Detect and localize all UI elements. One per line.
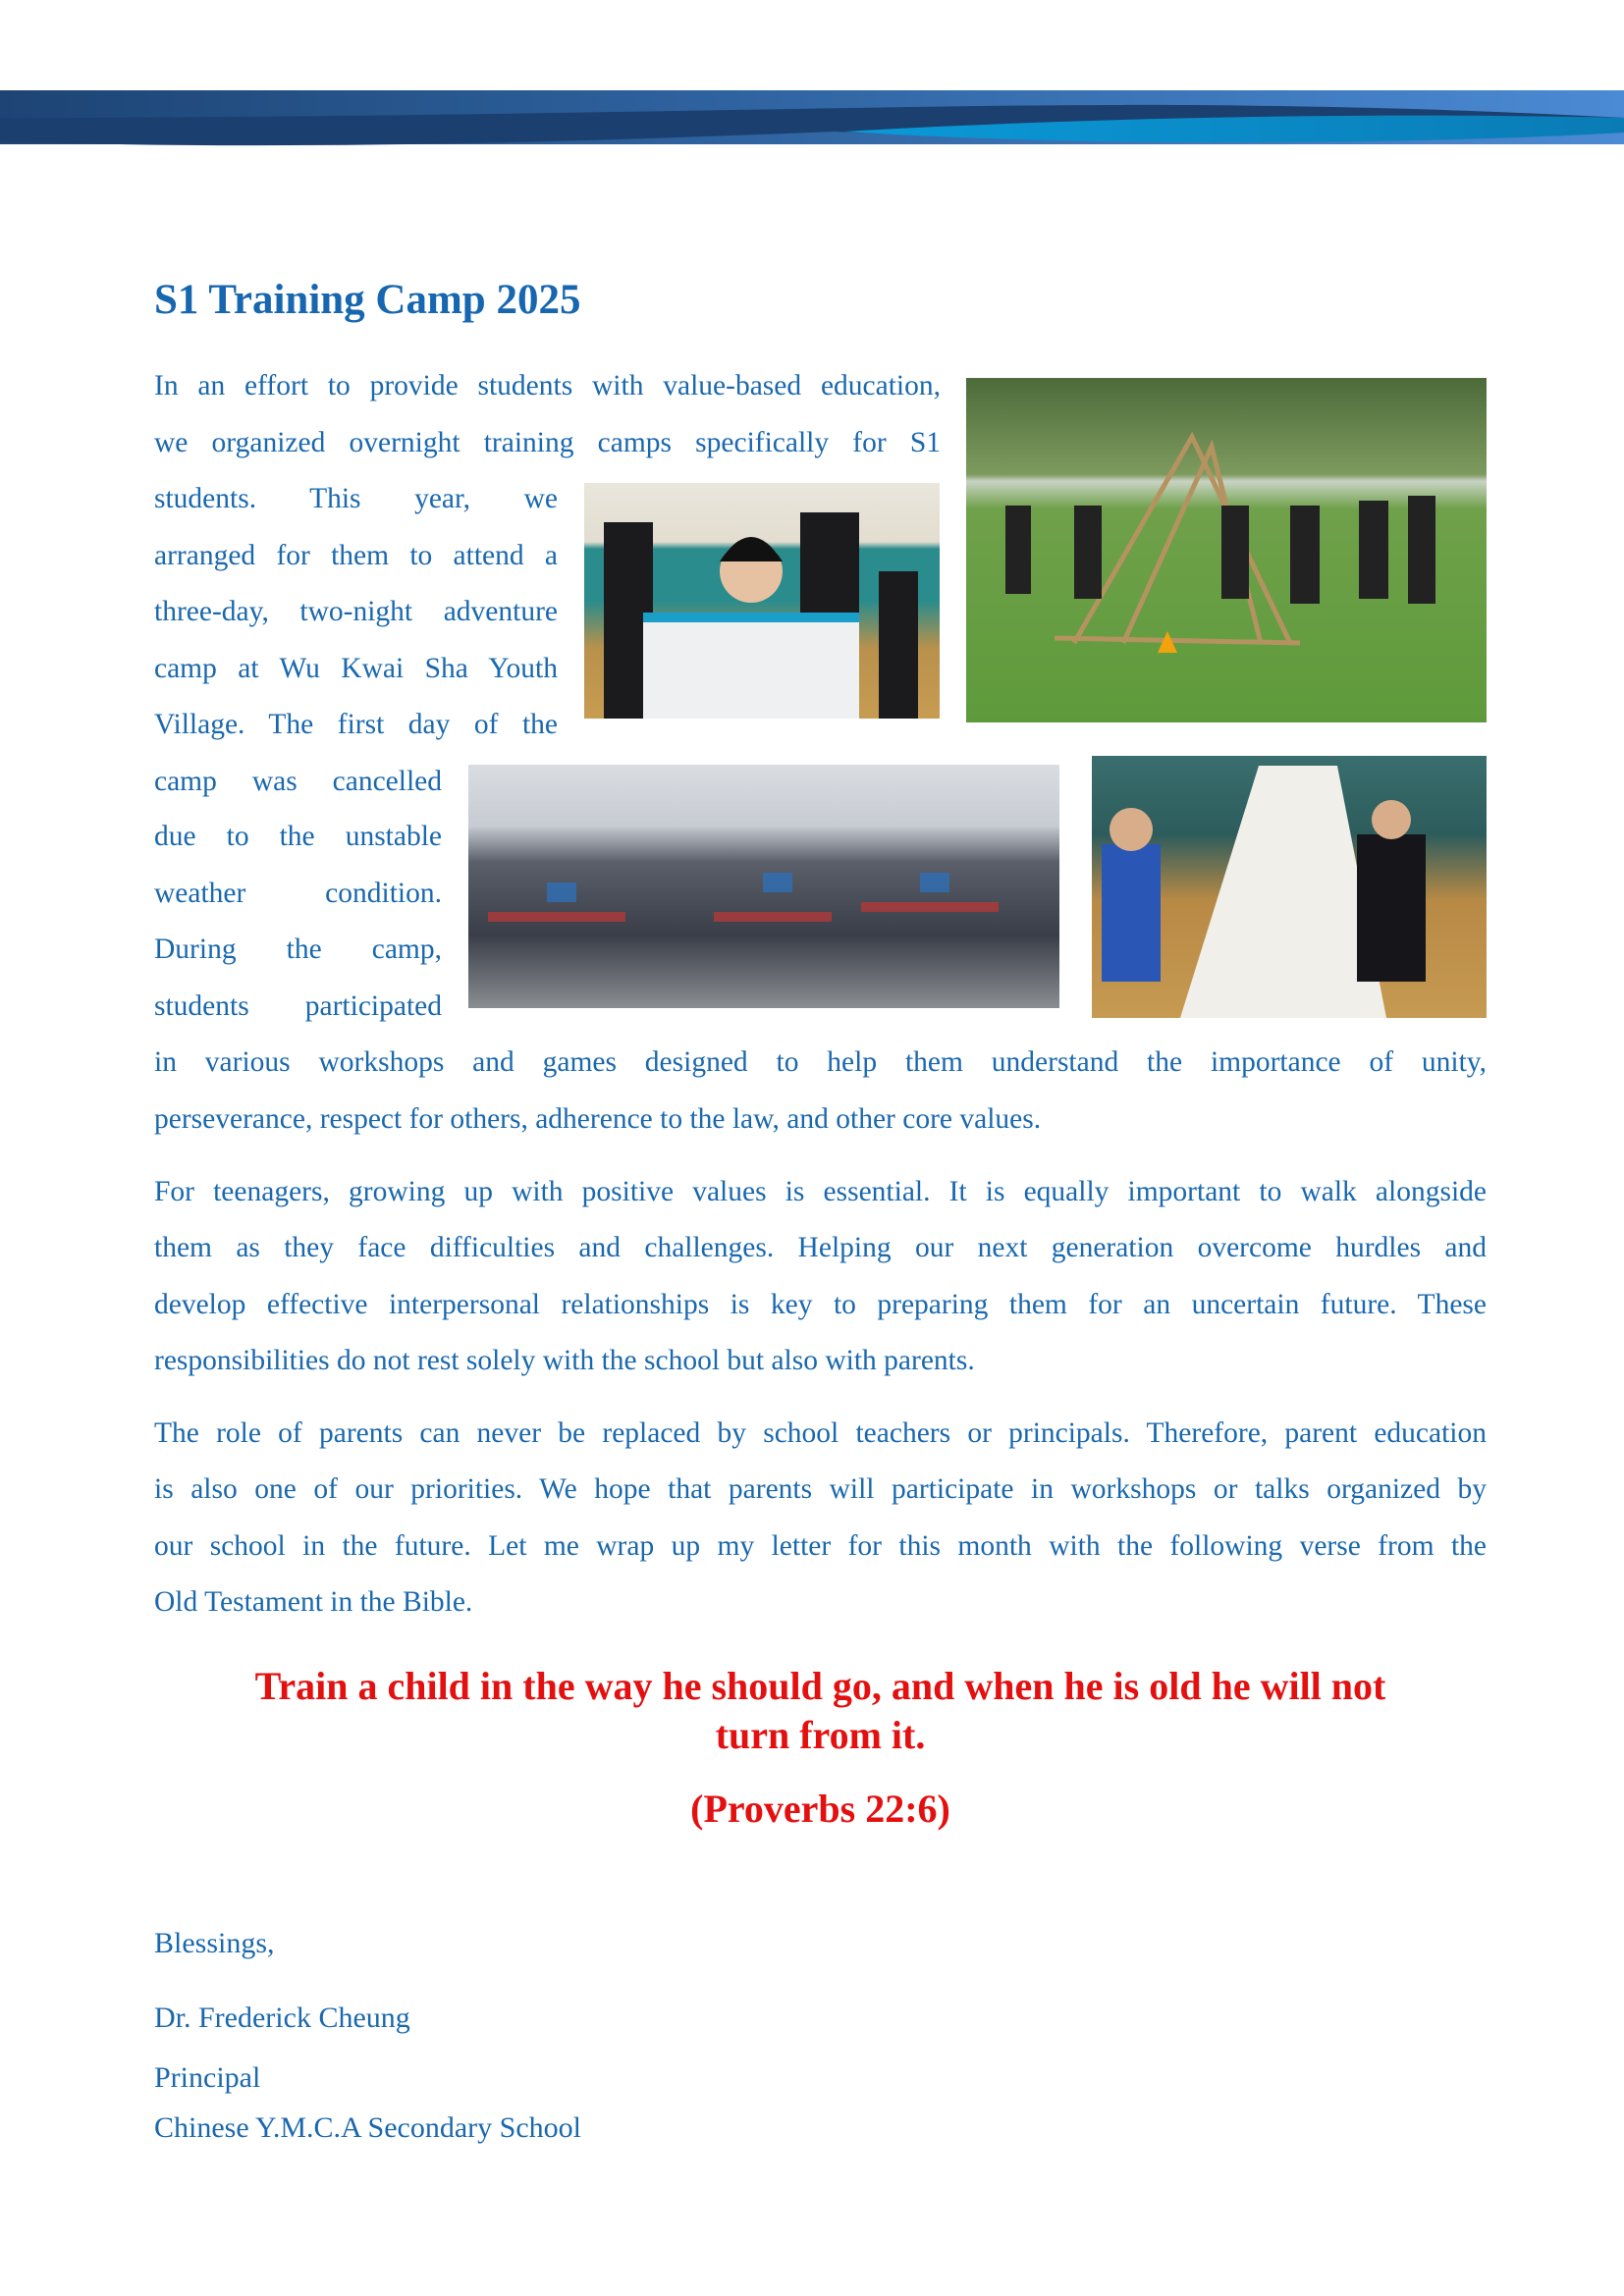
body-text-line: our school in the future. Let me wrap up my letter for this month with the following verse from the xyxy=(154,1530,1487,1562)
body-text-line: Village. The first day of the xyxy=(154,709,558,740)
closing-salutation: Blessings, xyxy=(154,1927,275,1959)
body-text-line: responsibilities do not rest solely with the school but also with parents. xyxy=(154,1345,975,1376)
body-text-line: we organized overnight training camps specifically for S1 xyxy=(154,427,941,458)
photo-cup-stacking xyxy=(1092,756,1487,1018)
body-text-line: three-day, two-night adventure xyxy=(154,596,558,627)
body-text-line: them as they face difficulties and challenges. Helping our next generation overcome hurdles and xyxy=(154,1232,1487,1263)
school-name: Chinese Y.M.C.A Secondary School xyxy=(154,2111,581,2144)
body-text-line: camp at Wu Kwai Sha Youth xyxy=(154,653,558,684)
body-text-line: During the camp, xyxy=(154,934,442,965)
body-text-line: perseverance, respect for others, adherence to the law, and other core values. xyxy=(154,1103,1042,1135)
body-text-line: camp was cancelled xyxy=(154,766,442,797)
signatory-role: Principal xyxy=(154,2061,261,2094)
header-wave-banner xyxy=(0,90,1624,149)
body-text-line: The role of parents can never be replaced by school teachers or principals. Therefore, parent education xyxy=(154,1417,1487,1449)
body-text-line: in various workshops and games designed to help them understand the importance of unity, xyxy=(154,1046,1487,1078)
bible-verse-quote: Train a child in the way he should go, and when he is old he will not xyxy=(254,1664,1386,1708)
body-text-line: students participated xyxy=(154,990,442,1022)
body-text-line: arranged for them to attend a xyxy=(154,540,558,571)
body-text-line: develop effective interpersonal relationships is key to preparing them for an uncertain future. These xyxy=(154,1289,1487,1320)
body-text-line: students. This year, we xyxy=(154,483,558,514)
page-title: S1 Training Camp 2025 xyxy=(154,277,581,323)
body-text-line: In an effort to provide students with value-based education, xyxy=(154,370,941,401)
body-text-line: For teenagers, growing up with positive values is essential. It is equally important to walk alongside xyxy=(154,1176,1487,1207)
photo-hall-workshop xyxy=(468,765,1059,1008)
body-text-line: Old Testament in the Bible. xyxy=(154,1586,473,1618)
photo-outdoor-bamboo-structure xyxy=(966,378,1487,722)
body-text-line: is also one of our priorities. We hope that parents will participate in workshops or talks organized by xyxy=(154,1473,1487,1505)
photo-students-rope-activity xyxy=(584,483,940,719)
body-text-line: due to the unstable xyxy=(154,821,442,852)
body-text-line: weather condition. xyxy=(154,878,442,909)
bible-verse-reference: (Proverbs 22:6) xyxy=(690,1787,950,1831)
signatory-name: Dr. Frederick Cheung xyxy=(154,2002,410,2034)
bible-verse-quote-continued: turn from it. xyxy=(715,1713,926,1757)
